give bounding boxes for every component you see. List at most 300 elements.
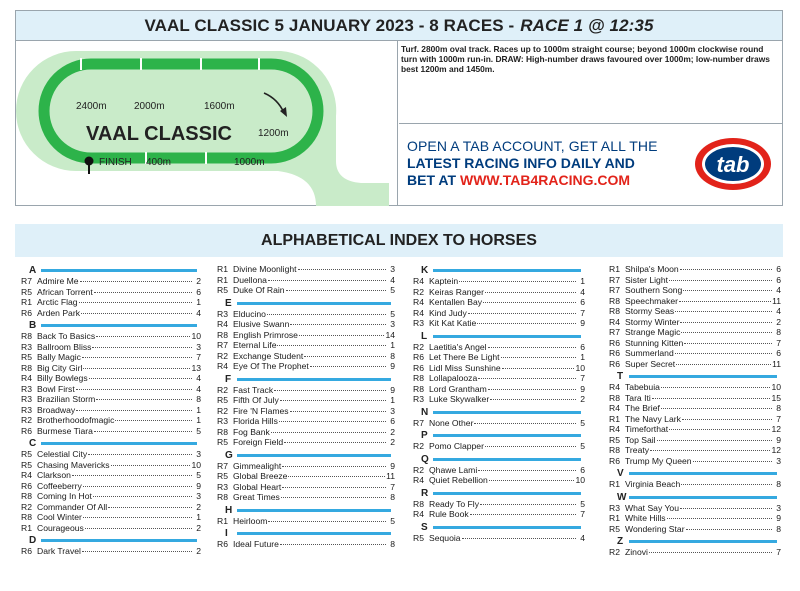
letter-rule [629, 375, 777, 378]
leader-dots [667, 518, 772, 519]
race-number: R1 [609, 264, 620, 274]
race-number: R8 [217, 426, 228, 437]
horse-name: Keiras Ranger [429, 286, 484, 297]
horse-entry [413, 509, 585, 520]
horse-number: 4 [776, 306, 781, 316]
tab-logo-text: tab [716, 152, 750, 177]
horse-number: 5 [390, 308, 395, 319]
race-number: R4 [413, 307, 424, 318]
race-number: R6 [609, 358, 620, 369]
horse-name: Elducino [233, 308, 266, 319]
horse-number: 9 [776, 434, 781, 445]
race-number: R5 [21, 459, 32, 470]
race-number: R4 [21, 373, 32, 383]
race-number: R6 [21, 307, 32, 318]
horse-name: Eye Of The Prophet [233, 361, 309, 371]
horse-number: 4 [196, 373, 201, 383]
horse-entry [609, 445, 781, 456]
horse-entry [413, 276, 585, 287]
horse-number: 9 [580, 318, 585, 328]
letter-heading [413, 265, 585, 276]
letter-label: E [225, 297, 232, 309]
horse-name: What Say You [625, 502, 679, 513]
letter-rule [433, 526, 581, 529]
horse-entry [217, 351, 395, 362]
horse-number: 7 [580, 509, 585, 519]
leader-dots [85, 528, 192, 529]
race-number: R4 [413, 475, 424, 485]
leader-dots [681, 332, 772, 333]
horse-number: 3 [196, 449, 201, 459]
leader-dots [488, 389, 576, 390]
letter-label: S [421, 521, 428, 533]
race-number: R6 [413, 352, 424, 362]
leader-dots [81, 313, 192, 314]
letter-label: D [29, 535, 37, 546]
horse-number: 2 [196, 522, 201, 533]
tab-advert[interactable] [399, 123, 783, 206]
horse-entry [609, 338, 781, 349]
letter-label: R [421, 487, 429, 499]
leader-dots [693, 461, 772, 462]
horse-entry [413, 394, 585, 405]
horse-entry [21, 405, 201, 416]
horse-name: Back To Basics [37, 331, 96, 341]
ad-line-3 [407, 172, 630, 188]
leader-dots [310, 366, 386, 367]
leader-dots [459, 281, 576, 282]
race-number: R2 [217, 384, 228, 395]
horse-entry [21, 546, 201, 557]
horse-name: Big City Girl [37, 362, 83, 373]
index-column-4 [609, 264, 781, 559]
horse-name: Exchange Student [233, 350, 304, 361]
horse-entry [21, 297, 201, 308]
horse-entry [413, 363, 585, 374]
horse-number: 7 [196, 352, 201, 362]
leader-dots [669, 280, 772, 281]
race-number: R1 [217, 515, 228, 526]
horse-name: Let There Be Light [429, 352, 500, 362]
horse-name: Great Times [233, 492, 280, 502]
horse-name: Timeforthat [625, 424, 669, 434]
race-number: R4 [609, 424, 620, 434]
letter-rule [41, 539, 197, 542]
horse-entry [217, 461, 395, 472]
horse-name: Fire 'N Flames [233, 405, 289, 416]
horse-number: 6 [776, 264, 781, 274]
race-number: R6 [609, 337, 620, 348]
leader-dots [83, 517, 192, 518]
race-number: R2 [413, 286, 424, 297]
horse-number: 1 [390, 395, 395, 405]
leader-dots [480, 504, 576, 505]
horse-entry [609, 264, 781, 275]
leader-dots [680, 508, 772, 509]
leader-dots [661, 408, 772, 409]
race-number: R4 [609, 403, 620, 413]
letter-label: V [617, 468, 624, 479]
horse-number: 6 [580, 464, 585, 475]
horse-entry [217, 330, 395, 341]
leader-dots [83, 368, 190, 369]
horse-name: African Torrent [37, 286, 93, 297]
horse-entry [413, 342, 585, 353]
letter-heading [609, 468, 781, 479]
leader-dots [284, 442, 386, 443]
horse-name: Lidl Miss Sunshine [429, 362, 501, 373]
horse-entry [609, 296, 781, 307]
horse-entry [21, 512, 201, 523]
horse-number: 6 [776, 274, 781, 285]
horse-entry [609, 285, 781, 296]
race-number: R5 [413, 532, 424, 543]
letter-label: Q [421, 453, 429, 465]
horse-name: Southern Song [625, 285, 683, 295]
horse-entry [21, 394, 201, 405]
letter-rule [433, 458, 581, 461]
ad-url-link[interactable]: WWW.TAB4RACING.COM [460, 172, 631, 188]
horse-number: 9 [390, 361, 395, 371]
race-number: R1 [21, 297, 32, 307]
horse-name: Bally Magic [37, 352, 81, 362]
leader-dots [661, 387, 771, 388]
letter-heading [21, 438, 201, 449]
leader-dots [468, 313, 576, 314]
race-number: R8 [609, 295, 620, 306]
leader-dots [684, 343, 772, 344]
race-number: R1 [609, 479, 620, 489]
letter-label: P [421, 430, 428, 441]
letter-rule [629, 496, 777, 499]
track-diagram [16, 41, 398, 206]
race-number: R3 [413, 394, 424, 404]
horse-entry [21, 460, 201, 471]
horse-name: Celestial City [37, 449, 88, 459]
horse-number: 9 [776, 513, 781, 523]
horse-entry [21, 470, 201, 481]
letter-rule [629, 472, 777, 475]
leader-dots [271, 432, 386, 433]
leader-dots [478, 470, 576, 471]
horse-name: Coffeeberry [37, 480, 82, 491]
horse-entry [609, 524, 781, 535]
horse-name: Clarkson [37, 470, 71, 480]
horse-number: 2 [580, 394, 585, 404]
horse-number: 8 [776, 479, 781, 489]
horse-number: 5 [196, 470, 201, 480]
horse-number: 2 [776, 316, 781, 327]
horse-entry [609, 547, 781, 558]
horse-name: Dark Travel [37, 546, 81, 556]
horse-entry [217, 482, 395, 493]
race-number: R4 [413, 509, 424, 519]
horse-entry [413, 352, 585, 363]
horse-entry [609, 503, 781, 514]
letter-rule [433, 269, 581, 272]
leader-dots [304, 356, 386, 357]
horse-entry [217, 309, 395, 320]
letter-label: C [29, 438, 37, 449]
leader-dots [280, 400, 386, 401]
horse-number: 3 [196, 341, 201, 352]
leader-dots [268, 280, 386, 281]
horse-entry [609, 456, 781, 467]
horse-number: 7 [390, 481, 395, 492]
leader-dots [89, 378, 192, 379]
horse-name: Virginia Beach [625, 479, 681, 489]
horse-entry [413, 499, 585, 510]
ad-line-1: OPEN A TAB ACCOUNT, GET ALL THE [407, 138, 658, 154]
leader-dots [286, 290, 386, 291]
horse-name: Tabebuia [625, 382, 660, 392]
meeting-title: VAAL CLASSIC 5 JANUARY 2023 - 8 RACES - [144, 15, 515, 35]
horse-number: 1 [196, 415, 201, 425]
horse-number: 3 [390, 319, 395, 329]
leader-dots [80, 281, 192, 282]
horse-entry [217, 437, 395, 448]
horse-name: Divine Moonlight [233, 264, 297, 274]
horse-number: 4 [776, 285, 781, 295]
race-number: R3 [21, 383, 32, 394]
horse-entry [609, 306, 781, 317]
race-number: R6 [609, 348, 620, 358]
leader-dots [485, 292, 576, 293]
horse-entry [21, 373, 201, 384]
leader-dots [111, 465, 191, 466]
race-number: R8 [609, 445, 620, 455]
horse-number: 5 [390, 515, 395, 526]
letter-label: L [421, 330, 428, 342]
race-number: R8 [413, 383, 424, 394]
leader-dots [88, 454, 192, 455]
horse-number: 6 [196, 286, 201, 297]
horse-name: Arctic Flag [37, 297, 78, 307]
leader-dots [299, 335, 384, 336]
race-number: R6 [413, 362, 424, 373]
letter-rule [41, 269, 197, 272]
letter-label: F [225, 373, 232, 385]
race-number: R7 [21, 276, 32, 286]
horse-number: 11 [772, 358, 781, 369]
race-number: R5 [21, 286, 32, 297]
leader-dots [83, 486, 192, 487]
race-number: R2 [217, 350, 228, 361]
horse-entry [609, 414, 781, 425]
race-number: R6 [21, 546, 32, 556]
horse-number: 1 [196, 297, 201, 307]
horse-name: Pomo Clapper [429, 441, 484, 451]
leader-dots [679, 301, 771, 302]
race-number: R3 [413, 318, 424, 328]
horse-name: Fog Bank [233, 426, 270, 437]
horse-entry [609, 317, 781, 328]
race-number: R7 [609, 285, 620, 295]
horse-entry [609, 359, 781, 370]
race-number: R8 [413, 498, 424, 509]
letter-heading [21, 320, 201, 331]
leader-dots [267, 314, 386, 315]
leader-dots [683, 290, 772, 291]
letter-heading [413, 430, 585, 441]
race-number: R8 [217, 492, 228, 502]
race-number: R7 [609, 327, 620, 337]
leader-dots [681, 484, 772, 485]
horse-name: Ballroom Bliss [37, 341, 92, 352]
horse-number: 6 [776, 348, 781, 358]
horse-number: 12 [771, 445, 781, 455]
race-number: R6 [609, 455, 620, 466]
horse-name: None Other [429, 417, 474, 428]
leader-dots [682, 419, 772, 420]
leader-dots [650, 450, 770, 451]
horse-entry [413, 533, 585, 544]
leader-dots [676, 364, 771, 365]
horse-entry [21, 384, 201, 395]
leader-dots [680, 269, 772, 270]
leader-dots [76, 410, 192, 411]
horse-number: 1 [580, 352, 585, 362]
race-header-card [15, 10, 783, 206]
index-column-2 [217, 264, 395, 551]
horse-entry [609, 403, 781, 414]
horse-entry [609, 513, 781, 524]
horse-number: 8 [390, 539, 395, 549]
race-number: R5 [217, 285, 228, 295]
horse-entry [21, 449, 201, 460]
letter-heading [21, 265, 201, 276]
horse-number: 1 [196, 404, 201, 415]
horse-entry [217, 516, 395, 527]
race-number: R2 [413, 341, 424, 352]
horse-name: Kaptein [429, 276, 459, 286]
leader-dots [274, 390, 386, 391]
horse-number: 7 [776, 547, 781, 557]
horse-number: 4 [196, 307, 201, 318]
race-number: R4 [21, 470, 32, 480]
race-number: R8 [609, 306, 620, 316]
leader-dots [82, 551, 192, 552]
race-number: R2 [413, 441, 424, 451]
horse-number: 7 [580, 373, 585, 383]
horse-name: Ready To Fly [429, 498, 479, 509]
leader-dots [279, 421, 386, 422]
letter-rule [41, 442, 197, 445]
horse-name: Stormy Seas [625, 306, 675, 316]
race-number: R3 [217, 416, 228, 426]
race-number: R3 [609, 502, 620, 513]
letter-rule [237, 532, 391, 535]
race-number: R8 [21, 512, 32, 522]
horse-entry [413, 308, 585, 319]
race-number: R2 [21, 501, 32, 512]
letter-rule [629, 540, 777, 543]
horse-name: Trump My Queen [625, 455, 692, 466]
horse-entry [21, 308, 201, 319]
letter-rule [433, 411, 581, 414]
horse-entry [21, 287, 201, 298]
horse-number: 8 [776, 327, 781, 337]
leader-dots [686, 529, 772, 530]
horse-number: 6 [580, 341, 585, 352]
ad-line-2: LATEST RACING INFO DAILY AND [407, 155, 635, 171]
horse-entry [413, 441, 585, 452]
race-number: R5 [609, 434, 620, 445]
horse-name: English Primrose [233, 329, 298, 340]
leader-dots [281, 497, 386, 498]
leader-dots [92, 347, 192, 348]
race-number: R5 [21, 352, 32, 362]
horse-name: Rule Book [429, 509, 469, 519]
horse-number: 4 [390, 274, 395, 285]
horse-entry [413, 384, 585, 395]
horse-name: Eternal Life [233, 340, 277, 350]
marker-2400m: 2400m [76, 101, 107, 112]
horse-number: 4 [580, 532, 585, 543]
horse-number: 6 [580, 297, 585, 307]
horse-number: 3 [390, 264, 395, 274]
horse-name: White Hills [625, 513, 666, 523]
horse-entry [21, 352, 201, 363]
leader-dots [675, 311, 772, 312]
horse-number: 14 [385, 329, 395, 340]
marker-1600m: 1600m [204, 101, 235, 112]
leader-dots [94, 292, 192, 293]
horse-name: Stormy Winter [625, 316, 680, 327]
horse-name: Stunning Kitten [625, 337, 684, 348]
race-number: R5 [217, 437, 228, 447]
horse-name: Global Heart [233, 481, 282, 492]
leader-dots [282, 487, 386, 488]
index-column-1 [21, 264, 201, 558]
horse-name: Sequoia [429, 532, 461, 543]
horse-number: 9 [390, 460, 395, 471]
race-number: R8 [609, 392, 620, 403]
leader-dots [94, 431, 192, 432]
horse-entry [21, 523, 201, 534]
horse-number: 2 [390, 426, 395, 437]
horse-number: 3 [196, 491, 201, 501]
horse-name: Heirloom [233, 515, 268, 526]
race-number: R2 [21, 415, 32, 425]
horse-number: 11 [772, 295, 781, 306]
race-number: R8 [21, 491, 32, 501]
finish-label: FINISH [99, 157, 132, 168]
horse-name: Ideal Future [233, 539, 279, 549]
leader-dots [277, 345, 386, 346]
letter-label: K [421, 265, 429, 276]
letter-label: N [421, 406, 429, 418]
horse-name: Zinovi [625, 547, 648, 557]
horse-name: Fifth Of July [233, 395, 279, 405]
letter-heading [413, 454, 585, 465]
horse-name: Lollapalooza [429, 373, 478, 383]
horse-entry [21, 426, 201, 437]
tab-logo-icon[interactable] [693, 136, 773, 192]
horse-entry [413, 287, 585, 298]
horse-entry [609, 348, 781, 359]
race-number: R2 [217, 405, 228, 416]
race-number: R3 [21, 394, 32, 404]
horse-entry [217, 285, 395, 296]
race-number: R5 [217, 395, 228, 405]
race-number: R7 [413, 417, 424, 428]
horse-name: Broadway [37, 404, 76, 415]
horse-entry [413, 318, 585, 329]
horse-entry [217, 416, 395, 427]
letter-heading [609, 492, 781, 503]
horse-entry [217, 385, 395, 396]
